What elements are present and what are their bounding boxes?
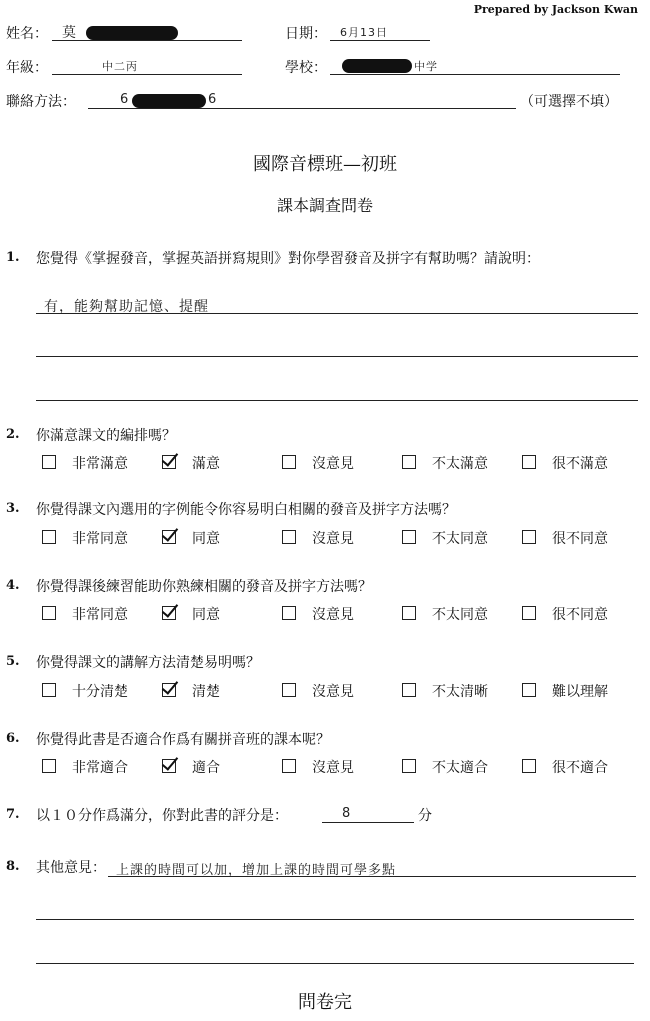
name-label: 姓名： — [6, 26, 48, 42]
name-field-line[interactable] — [52, 40, 242, 41]
optional-note: （可選擇不填） — [520, 94, 618, 110]
q8-answer-line-3[interactable] — [36, 963, 634, 964]
school-value: 中学 — [414, 60, 438, 73]
checkbox-icon[interactable] — [522, 530, 536, 544]
q1-text: 您覺得《掌握發音，掌握英語拼寫規則》對你學習發音及拼字有幫助嗎？請說明： — [36, 251, 540, 267]
q8-answer-line-1[interactable] — [108, 876, 636, 877]
q4-option-2[interactable] — [162, 604, 220, 624]
q2-number: 2. — [6, 427, 20, 442]
option-label: 很不同意 — [552, 531, 608, 547]
option-label: 很不同意 — [552, 607, 608, 623]
q6-option-2[interactable] — [162, 757, 220, 777]
q8-answer-line-2[interactable] — [36, 919, 634, 920]
checkbox-icon[interactable] — [282, 530, 296, 544]
option-label: 沒意見 — [312, 456, 354, 472]
checkbox-icon[interactable] — [522, 606, 536, 620]
q5-text: 你覺得課文的講解方法清楚易明嗎？ — [36, 655, 260, 671]
option-label: 不太滿意 — [432, 456, 488, 472]
grade-value: 中二丙 — [102, 60, 138, 73]
option-label: 不太適合 — [432, 760, 488, 776]
q7-text: 以１０分作爲滿分，你對此書的評分是： — [36, 808, 288, 824]
q5-option-3[interactable] — [282, 681, 354, 701]
q3-text: 你覺得課文內選用的字例能令你容易明白相關的發音及拼字方法嗎？ — [36, 502, 456, 518]
checked-checkbox-icon[interactable] — [162, 455, 176, 469]
q6-text: 你覺得此書是否適合作爲有關拼音班的課本呢？ — [36, 732, 330, 748]
school-redaction — [342, 59, 412, 73]
checkbox-icon[interactable] — [282, 759, 296, 773]
school-field-line[interactable] — [330, 74, 620, 75]
q1-answer: 有，能夠幫助記憶、提醒 — [44, 299, 209, 315]
checkbox-icon[interactable] — [42, 759, 56, 773]
checkbox-icon[interactable] — [282, 683, 296, 697]
option-label: 很不滿意 — [552, 456, 608, 472]
option-label: 非常同意 — [72, 607, 128, 623]
q7-unit: 分 — [418, 808, 432, 824]
q3-option-5[interactable] — [522, 528, 608, 548]
q8-answer: 上課的時間可以加，增加上課的時間可學多點 — [116, 863, 397, 878]
contact-value-end: 6 — [208, 92, 218, 107]
checkbox-icon[interactable] — [42, 683, 56, 697]
checkbox-icon[interactable] — [402, 530, 416, 544]
q1-number: 1. — [6, 250, 20, 265]
q2-option-2[interactable] — [162, 453, 220, 473]
q3-option-2[interactable] — [162, 528, 220, 548]
date-field-line[interactable] — [330, 40, 430, 41]
option-label: 同意 — [192, 607, 220, 623]
option-label: 清楚 — [192, 684, 220, 700]
q2-text: 你滿意課文的編排嗎？ — [36, 428, 176, 444]
name-value: 莫 — [62, 25, 77, 41]
q3-option-3[interactable] — [282, 528, 354, 548]
form-subtitle: 課本調查問卷 — [276, 196, 373, 215]
q1-answer-line-1[interactable] — [36, 313, 638, 314]
q6-option-1[interactable] — [42, 757, 128, 777]
checkbox-icon[interactable] — [42, 455, 56, 469]
q6-number: 6. — [6, 731, 20, 746]
grade-field-line[interactable] — [52, 74, 242, 75]
q5-option-4[interactable] — [402, 681, 488, 701]
option-label: 不太同意 — [432, 531, 488, 547]
date-label: 日期： — [285, 26, 327, 42]
checkbox-icon[interactable] — [522, 759, 536, 773]
checkbox-icon[interactable] — [522, 455, 536, 469]
q3-option-4[interactable] — [402, 528, 488, 548]
footer-end-text: 問卷完 — [298, 992, 352, 1013]
option-label: 同意 — [192, 531, 220, 547]
contact-label: 聯絡方法： — [6, 94, 76, 110]
option-label: 難以理解 — [552, 684, 608, 700]
q4-option-4[interactable] — [402, 604, 488, 624]
checkbox-icon[interactable] — [42, 606, 56, 620]
school-label: 學校： — [285, 60, 327, 76]
q2-option-5[interactable] — [522, 453, 608, 473]
option-label: 沒意見 — [312, 760, 354, 776]
contact-field-line[interactable] — [88, 108, 516, 109]
q3-option-1[interactable] — [42, 528, 128, 548]
q4-option-1[interactable] — [42, 604, 128, 624]
checkbox-icon[interactable] — [522, 683, 536, 697]
checkbox-icon[interactable] — [42, 530, 56, 544]
option-label: 沒意見 — [312, 607, 354, 623]
checkbox-icon[interactable] — [282, 455, 296, 469]
q4-number: 4. — [6, 578, 20, 593]
q5-number: 5. — [6, 654, 20, 669]
option-label: 滿意 — [192, 456, 220, 472]
option-label: 不太清晰 — [432, 684, 488, 700]
checkbox-icon[interactable] — [282, 606, 296, 620]
contact-value-start: 6 — [120, 92, 130, 107]
q5-option-5[interactable] — [522, 681, 608, 701]
checked-checkbox-icon[interactable] — [162, 530, 176, 544]
checkbox-icon[interactable] — [402, 683, 416, 697]
checkbox-icon[interactable] — [402, 455, 416, 469]
option-label: 沒意見 — [312, 684, 354, 700]
option-label: 很不適合 — [552, 760, 608, 776]
option-label: 適合 — [192, 760, 220, 776]
option-label: 十分清楚 — [72, 684, 128, 700]
q6-option-5[interactable] — [522, 757, 608, 777]
q5-option-2[interactable] — [162, 681, 220, 701]
q2-option-1[interactable] — [42, 453, 128, 473]
q8-number: 8. — [6, 859, 20, 874]
q5-option-1[interactable] — [42, 681, 128, 701]
checkbox-icon[interactable] — [402, 606, 416, 620]
option-label: 非常適合 — [72, 760, 128, 776]
q6-option-4[interactable] — [402, 757, 488, 777]
prepared-by: Prepared by Jackson Kwan — [473, 3, 638, 16]
date-value: 6月13日 — [340, 26, 388, 39]
option-label: 不太同意 — [432, 607, 488, 623]
form-title: 國際音標班—初班 — [253, 154, 397, 175]
option-label: 非常同意 — [72, 531, 128, 547]
q1-answer-line-2[interactable] — [36, 356, 638, 357]
q1-answer-line-3[interactable] — [36, 400, 638, 401]
checked-checkbox-icon[interactable] — [162, 759, 176, 773]
checkbox-icon[interactable] — [402, 759, 416, 773]
option-label: 非常滿意 — [72, 456, 128, 472]
contact-redaction — [132, 94, 206, 108]
name-redaction — [86, 26, 178, 40]
checked-checkbox-icon[interactable] — [162, 606, 176, 620]
q8-text: 其他意見： — [36, 860, 106, 876]
q3-number: 3. — [6, 501, 20, 516]
q4-text: 你覺得課後練習能助你熟練相關的發音及拼字方法嗎？ — [36, 579, 372, 595]
q4-option-5[interactable] — [522, 604, 608, 624]
q7-score-value: 8 — [342, 806, 352, 821]
q2-option-3[interactable] — [282, 453, 354, 473]
q2-option-4[interactable] — [402, 453, 488, 473]
q4-option-3[interactable] — [282, 604, 354, 624]
q7-score-line[interactable] — [322, 822, 414, 823]
q7-number: 7. — [6, 807, 20, 822]
grade-label: 年級： — [6, 60, 48, 76]
q6-option-3[interactable] — [282, 757, 354, 777]
option-label: 沒意見 — [312, 531, 354, 547]
checked-checkbox-icon[interactable] — [162, 683, 176, 697]
